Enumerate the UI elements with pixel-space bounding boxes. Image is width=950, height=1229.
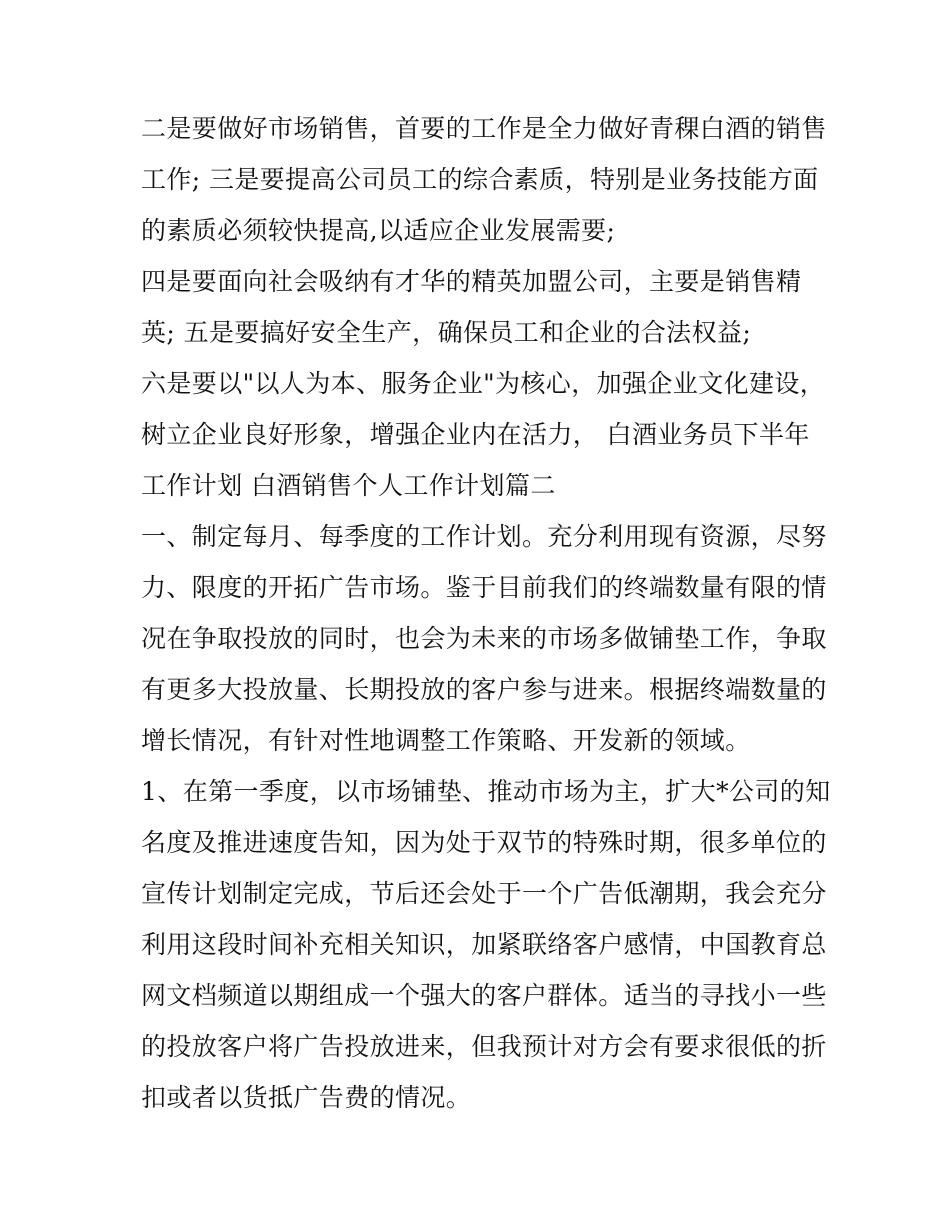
text-line: 二是要做好市场销售，首要的工作是全力做好青稞白酒的销售: [141, 114, 827, 143]
text-line: 宣传计划制定完成，节后还会处于一个广告低潮期，我会充分: [141, 879, 827, 908]
text-line: 工作计划 白酒销售个人工作计划篇二: [141, 471, 556, 500]
document-body: [141, 103, 831, 1123]
text-line: 工作; 三是要提高公司员工的综合素质，特别是业务技能方面: [141, 165, 819, 194]
text-line: 英; 五是要搞好安全生产，确保员工和企业的合法权益;: [141, 318, 752, 347]
text-line: 的素质必须较快提高,以适应企业发展需要;: [141, 216, 616, 245]
text-line: 增长情况，有针对性地调整工作策略、开发新的领域。: [141, 726, 751, 755]
text-line: 的投放客户将广告投放进来，但我预计对方会有要求很低的折: [141, 1032, 827, 1061]
text-line: 树立企业良好形象，增强企业内在活力， 白酒业务员下半年: [141, 420, 810, 449]
text-line: 有更多大投放量、长期投放的客户参与进来。根据终端数量的: [141, 675, 827, 704]
text-line: 况在争取投放的同时，也会为未来的市场多做铺垫工作，争取: [141, 624, 827, 653]
text-line: 扣或者以货抵广告费的情况。: [141, 1083, 472, 1112]
text-line: 网文档频道以期组成一个强大的客户群体。适当的寻找小一些: [141, 981, 827, 1010]
text-line: 四是要面向社会吸纳有才华的精英加盟公司，主要是销售精: [141, 267, 802, 296]
text-line: 六是要以"以人为本、服务企业"为核心，加强企业文化建设，: [141, 369, 826, 398]
text-line: 力、限度的开拓广告市场。鉴于目前我们的终端数量有限的情: [141, 573, 827, 602]
text-line: 1、在第一季度，以市场铺垫、推动市场为主，扩大*公司的知: [141, 777, 831, 806]
text-line: 名度及推进速度告知，因为处于双节的特殊时期，很多单位的: [141, 828, 827, 857]
text-line: 利用这段时间补充相关知识，加紧联络客户感情，中国教育总: [141, 930, 827, 959]
text-line: 一、制定每月、每季度的工作计划。充分利用现有资源，尽努: [141, 522, 827, 551]
